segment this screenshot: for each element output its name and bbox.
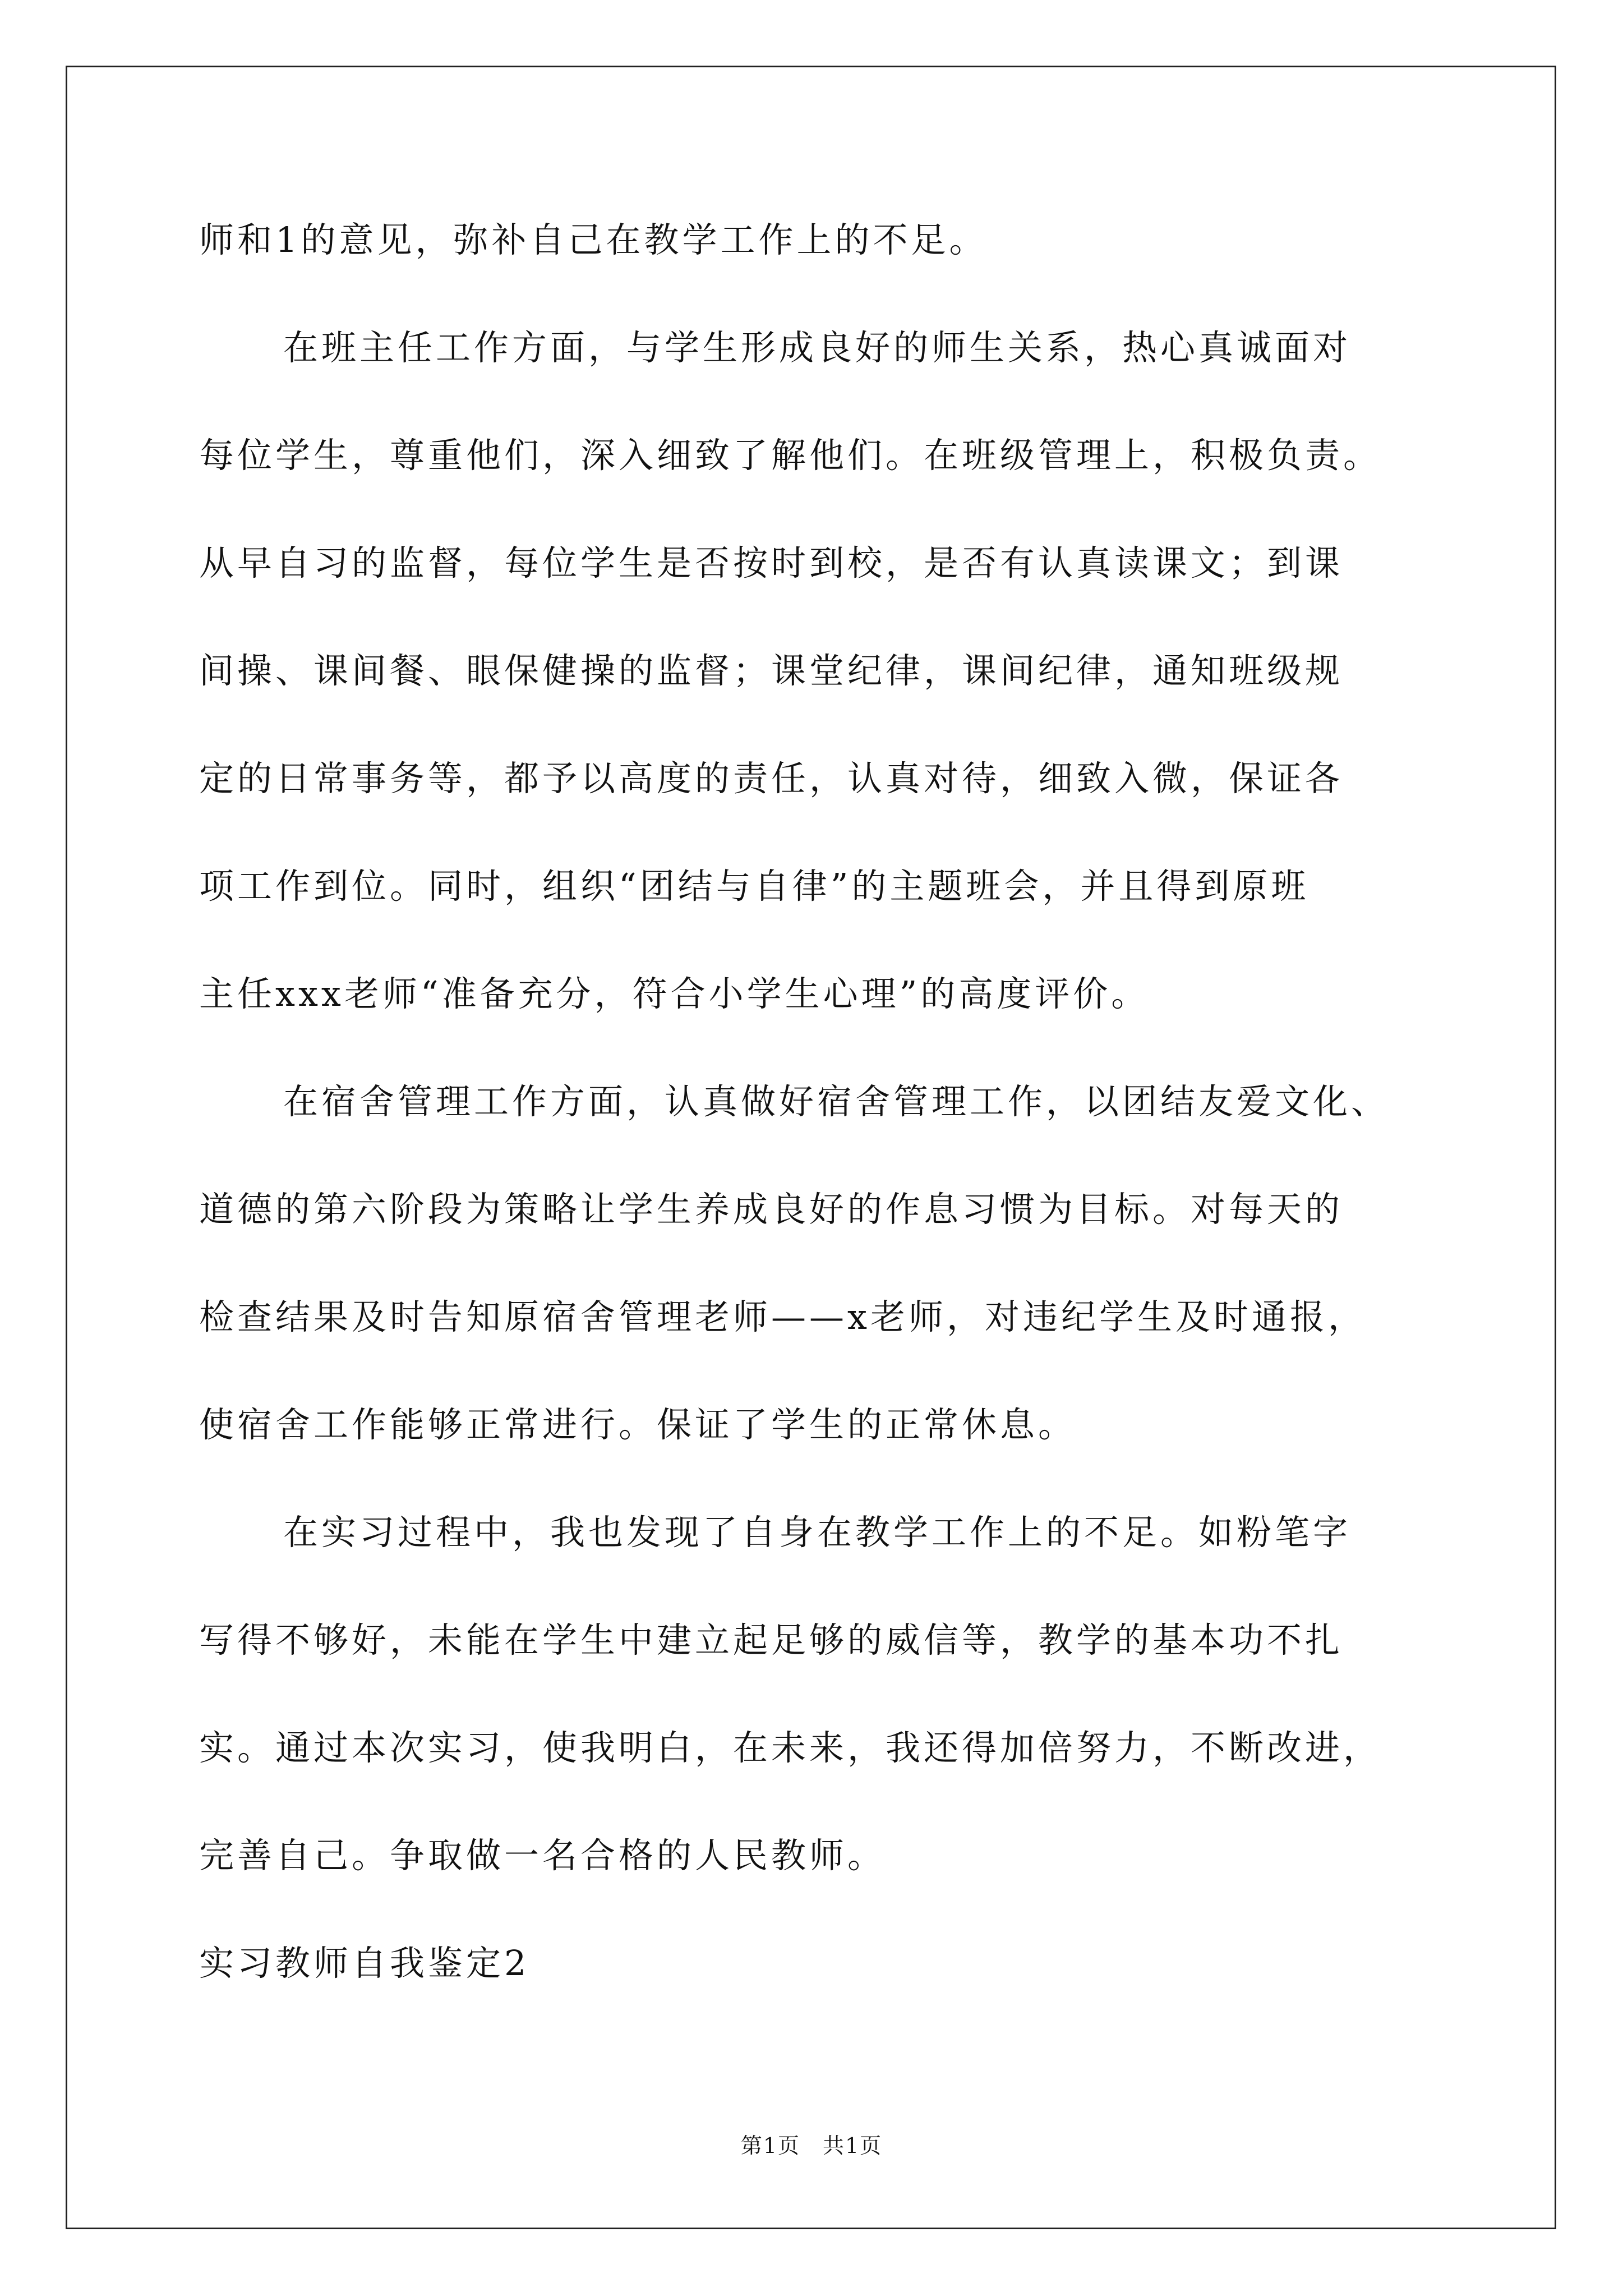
- body-text-line: 检查结果及时告知原宿舍管理老师——x老师，对违纪学生及时通报，: [199, 1296, 1366, 1337]
- body-text-line: 间操、课间餐、眼保健操的监督；课堂纪律，课间纪律，通知班级规: [199, 650, 1344, 691]
- body-text-line: 实。通过本次实习，使我明白，在未来，我还得加倍努力，不断改进，: [199, 1727, 1382, 1768]
- body-text-line: 在班主任工作方面，与学生形成良好的师生关系，热心真诚面对: [283, 327, 1352, 368]
- page-number-footer: 第1页 共1页: [740, 2133, 883, 2158]
- body-text-line: 项工作到位。同时，组织“团结与自律”的主题班会，并且得到原班: [199, 866, 1310, 907]
- body-text-line: 使宿舍工作能够正常进行。保证了学生的正常休息。: [199, 1404, 1077, 1445]
- body-text-line: 完善自己。争取做一名合格的人民教师。: [199, 1835, 886, 1876]
- body-text-line: 每位学生，尊重他们，深入细致了解他们。在班级管理上，积极负责。: [199, 435, 1382, 476]
- body-text-line: 在宿舍管理工作方面，认真做好宿舍管理工作，以团结友爱文化、: [283, 1081, 1390, 1122]
- body-text-line: 道德的第六阶段为策略让学生养成良好的作息习惯为目标。对每天的: [199, 1189, 1344, 1230]
- body-text-line: 在实习过程中，我也发现了自身在教学工作上的不足。如粉笔字: [283, 1512, 1352, 1553]
- body-text-line: 主任xxx老师“准备充分，符合小学生心理”的高度评价。: [199, 973, 1150, 1014]
- section-heading: 实习教师自我鉴定2: [199, 1943, 530, 1984]
- body-text-line: 从早自习的监督，每位学生是否按时到校，是否有认真读课文；到课: [199, 542, 1344, 583]
- body-text-line: 师和1的意见，弥补自己在教学工作上的不足。: [199, 219, 988, 260]
- body-text-line: 定的日常事务等，都予以高度的责任，认真对待，细致入微，保证各: [199, 758, 1344, 799]
- page-border: [66, 66, 1556, 2229]
- body-text-line: 写得不够好，未能在学生中建立起足够的威信等，教学的基本功不扎: [199, 1619, 1344, 1660]
